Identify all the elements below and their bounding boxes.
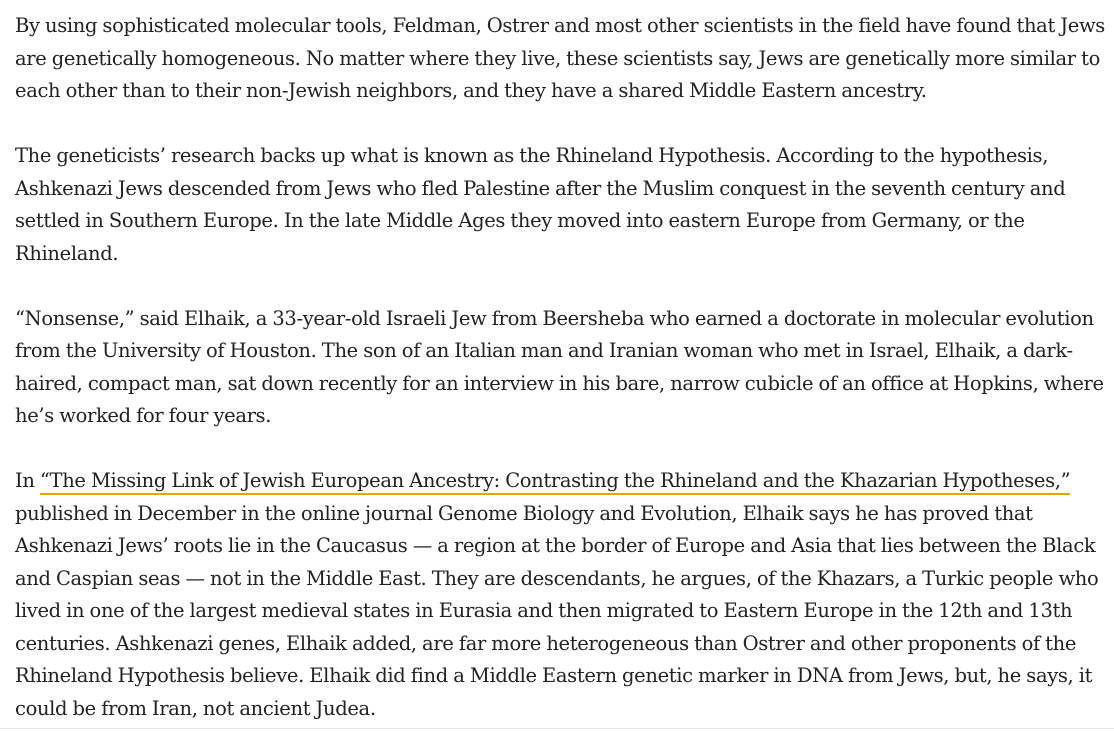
paper-title-link[interactable]: “The Missing Link of Jewish European Ancestry: Contrasting the Rhineland and the Khazarian Hypotheses,” bbox=[40, 469, 1070, 495]
article-body bbox=[15, 10, 1105, 725]
paragraph-2: The geneticists’ research backs up what is known as the Rhineland Hypothesis. According to the hypothesis, Ashkenazi Jews descended from Jews who fled Palestine after the Muslim conquest in the seventh century and settled in Southern Europe. In the late Middle Ages they moved into eastern Europe from Germany, or the Rhineland. bbox=[15, 144, 1066, 265]
paragraph-1: By using sophisticated molecular tools, Feldman, Ostrer and most other scientists in the field have found that Jews are genetically homogeneous. No matter where they live, these scientists say, Jews are genetically more similar to each other than to their non-Jewish neighbors, and they have a shared Middle Eastern ancestry. bbox=[15, 14, 1105, 102]
paragraph-3: “Nonsense,” said Elhaik, a 33-year-old Israeli Jew from Beersheba who earned a doctorate in molecular evolution from the University of Houston. The son of an Italian man and Iranian woman who met in Israel, Elhaik, a dark-haired, compact man, sat down recently for an interview in his bare, narrow cubicle of an office at Hopkins, where he’s worked for four years. bbox=[15, 306, 1104, 427]
paragraph-4 bbox=[15, 465, 1105, 725]
paragraph-4-body: published in December in the online journal Genome Biology and Evolution, Elhaik says he has proved that Ashkenazi Jews’ roots lie in the Caucasus — a region at the border of Europe and Asia that lies between the Black and Caspian seas — not in the Middle East. They are descendants, he argues, of the Khazars, a Turkic people who lived in one of the largest medieval states in Eurasia and then migrated to Eastern Europe in the 12th and 13th centuries. Ashkenazi genes, Elhaik added, are far more heterogeneous than Ostrer and other proponents of the Rhineland Hypothesis believe. Elhaik did find a Middle Eastern genetic marker in DNA from Jews, but, he says, it could be from Iran, not ancient Judea. bbox=[15, 501, 1099, 720]
paragraph-4-lead: In bbox=[15, 469, 40, 492]
bottom-divider bbox=[0, 728, 1114, 729]
